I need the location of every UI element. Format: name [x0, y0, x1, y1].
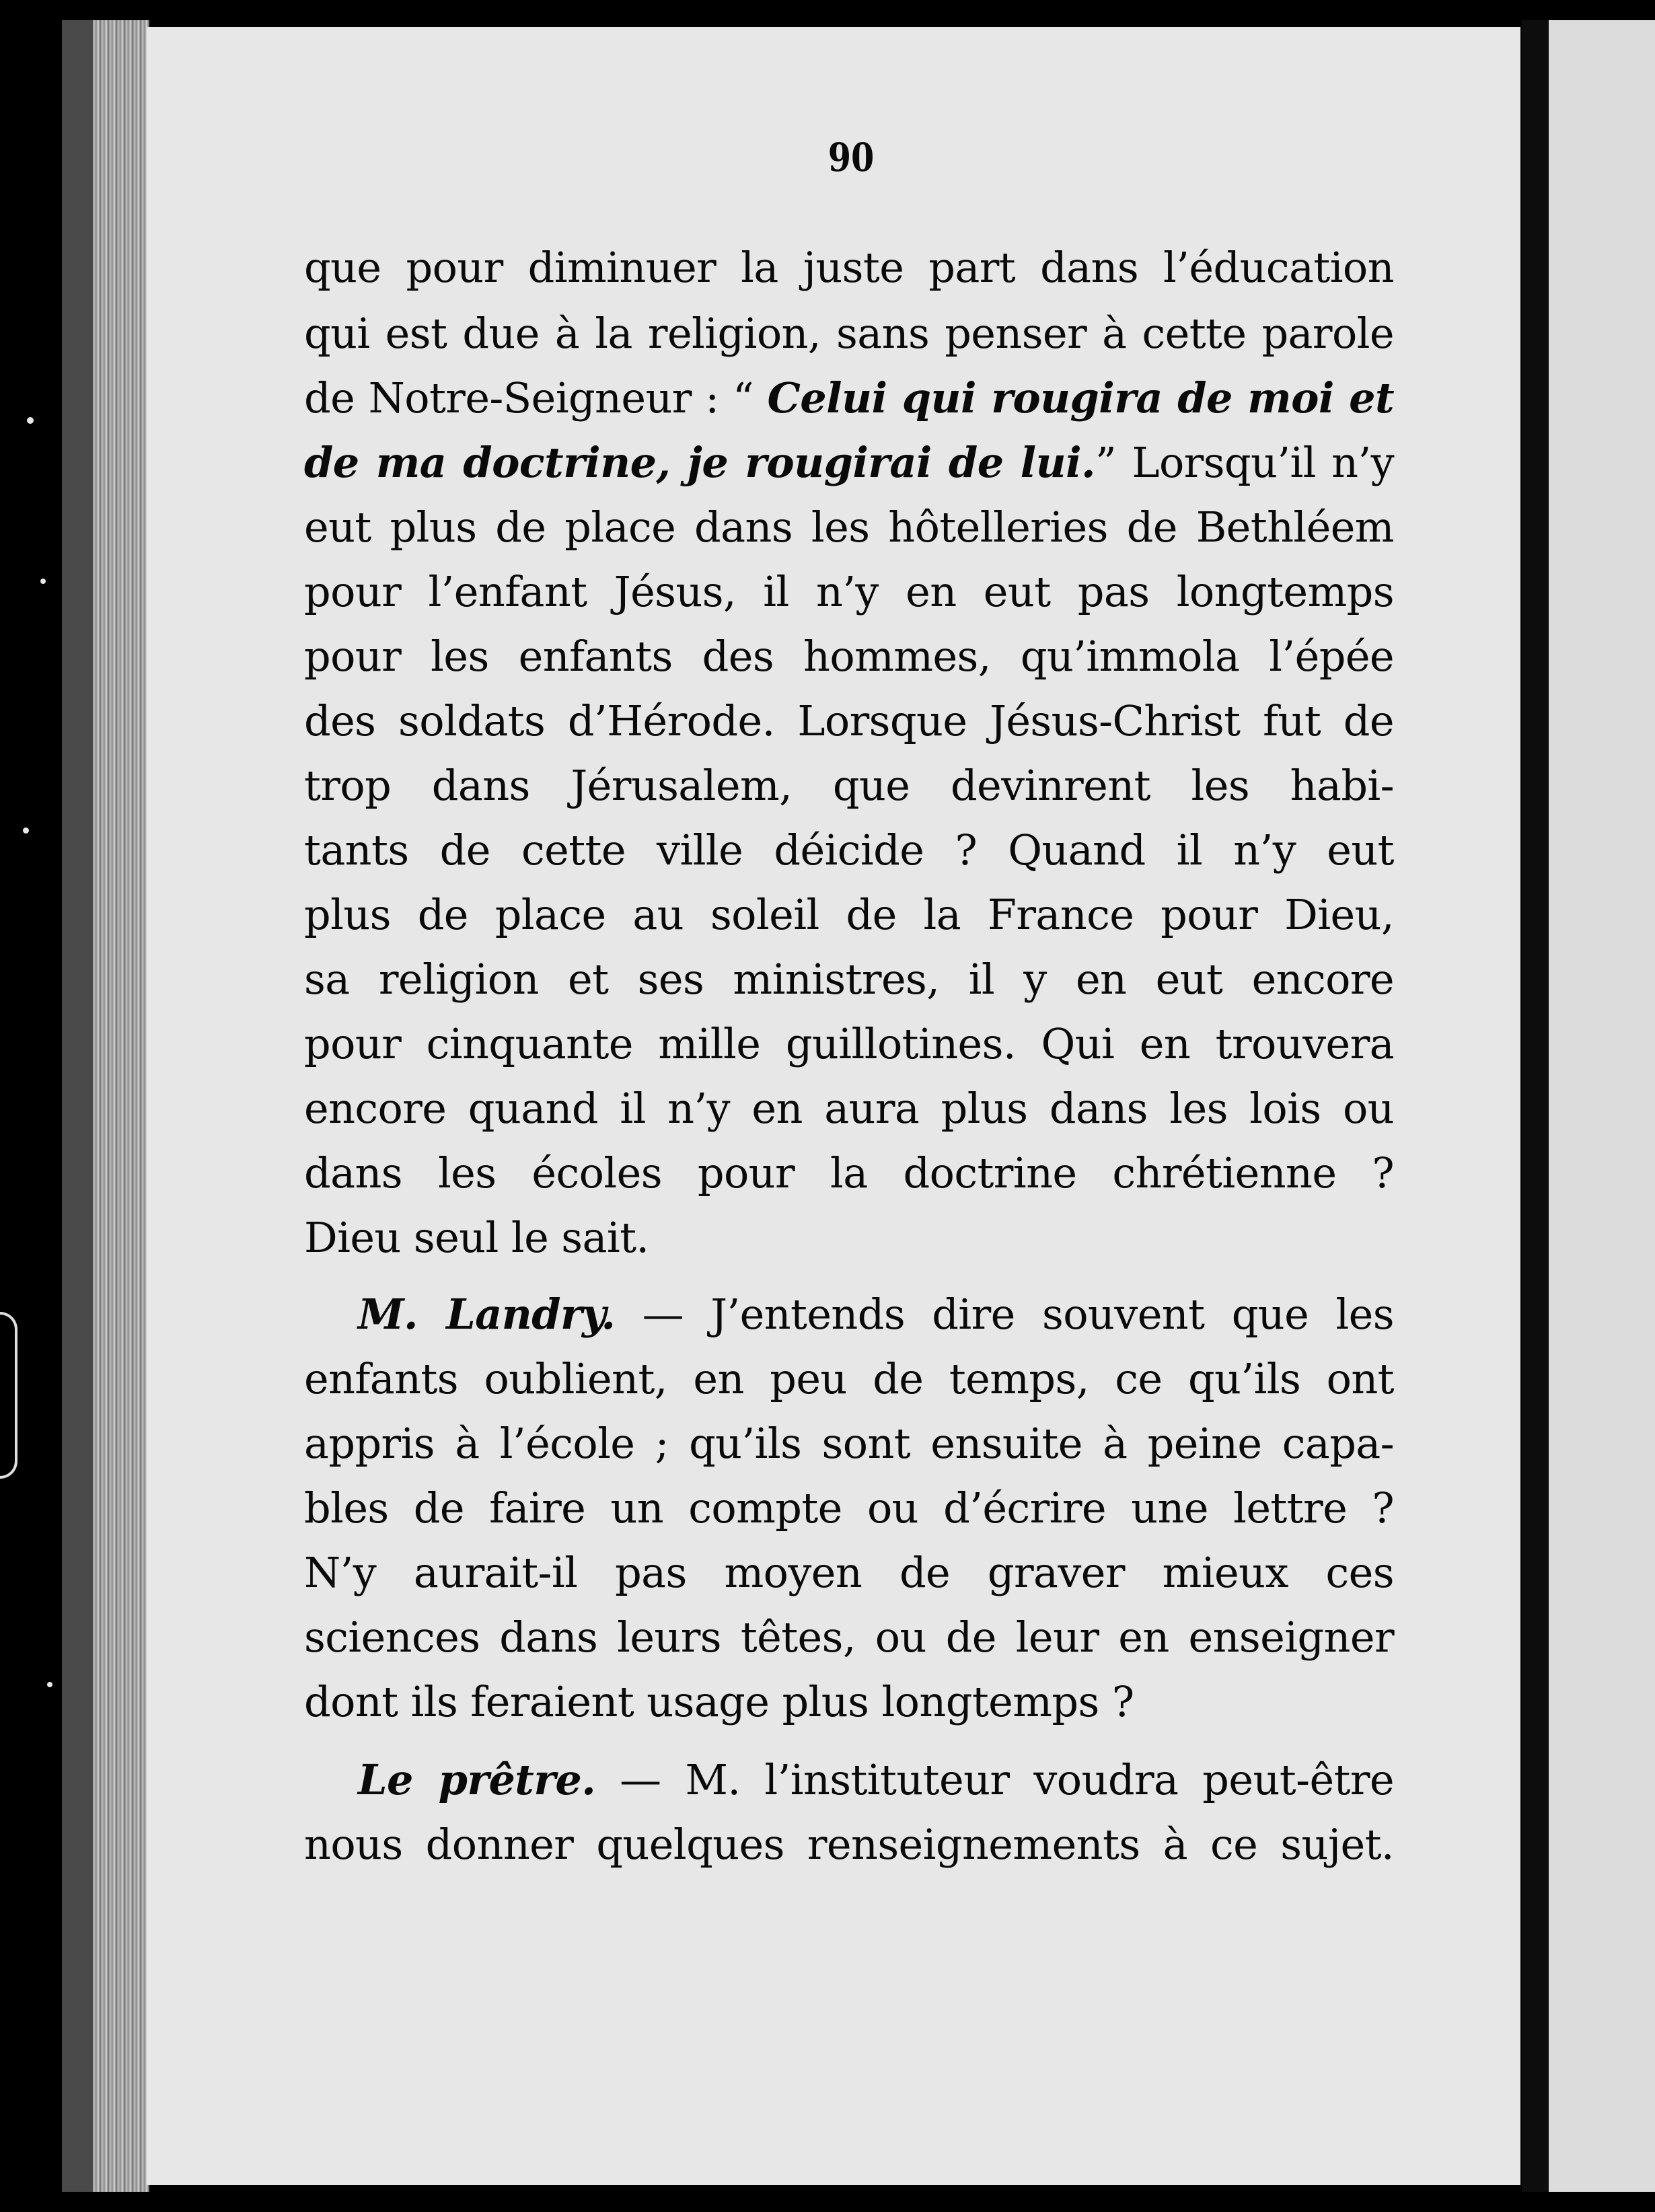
text-line [304, 1012, 1394, 1076]
text-line [304, 366, 1394, 431]
text-line [304, 1605, 1394, 1670]
text-span: — J’entends dire souvent que les [615, 1290, 1394, 1339]
margin-tab-mark [0, 1312, 17, 1479]
text-span: sciences dans leurs têtes, ou de leur en enseigner [304, 1613, 1394, 1662]
text-span: encore quand il n’y en aura plus dans les lois ou [304, 1084, 1394, 1133]
text-line [304, 1670, 1394, 1734]
text-span: pour cinquante mille guillotines. Qui en trouvera [304, 1019, 1394, 1068]
text-line [304, 235, 1394, 300]
text-span: Dieu seul le sait. [304, 1213, 649, 1262]
speaker-name: Le prêtre. [358, 1755, 596, 1804]
text-span: dont ils feraient usage plus longtemps ? [304, 1677, 1134, 1726]
gutter-shadow [1522, 20, 1549, 2192]
text-line [304, 1411, 1394, 1476]
text-line [304, 1141, 1394, 1206]
text-line [304, 1206, 1394, 1270]
text-span: des soldats d’Hérode. Lorsque Jésus-Christ fut de [304, 696, 1394, 745]
text-line [304, 947, 1394, 1012]
text-span: que pour diminuer la juste part dans l’éducation [304, 243, 1394, 292]
text-span: plus de place au soleil de la France pour Dieu, [304, 890, 1394, 939]
text-line [304, 883, 1394, 947]
text-line [304, 495, 1394, 560]
text-span: nous donner quelques renseignements à ce sujet. [304, 1820, 1394, 1869]
text-line [304, 301, 1394, 366]
speaker-name: M. Landry. [358, 1290, 616, 1339]
page-edges-shadow [62, 20, 93, 2192]
facing-page-edge [1549, 20, 1655, 2192]
text-span: pour l’enfant Jésus, il n’y en eut pas longtemps [304, 567, 1394, 616]
text-span: bles de faire un compte ou d’écrire une lettre ? [304, 1483, 1394, 1533]
text-span: tants de cette ville déicide ? Quand il n’y eut [304, 825, 1394, 875]
text-span: — M. l’instituteur voudra peut-être [595, 1755, 1394, 1804]
margin-speck [40, 579, 46, 584]
text-span: N’y aurait-il pas moyen de graver mieux ces [304, 1548, 1394, 1597]
margin-speck [23, 827, 29, 834]
text-span: eut plus de place dans les hôtelleries de Bethléem [304, 503, 1394, 552]
text-line [304, 431, 1394, 495]
text-line [304, 1812, 1394, 1877]
text-line [304, 818, 1394, 883]
text-span: qui est due à la religion, sans penser à cette parole [304, 309, 1394, 358]
text-span: ” Lorsqu’il n’y [1095, 438, 1394, 487]
text-line [304, 689, 1394, 753]
text-span: de Notre-Seigneur : “ [304, 373, 768, 422]
text-line [304, 753, 1394, 818]
text-line [304, 1282, 1394, 1347]
text-line [304, 1541, 1394, 1605]
text-line [304, 1347, 1394, 1411]
text-line [304, 560, 1394, 624]
text-span: pour les enfants des hommes, qu’immola l’épée [304, 632, 1394, 681]
text-span: appris à l’école ; qu’ils sont ensuite à peine capa- [304, 1419, 1394, 1468]
margin-speck [47, 1682, 52, 1687]
margin-speck [27, 417, 34, 424]
italic-quotation: de ma doctrine, je rougirai de lui. [304, 438, 1096, 487]
text-line [304, 624, 1394, 689]
text-line [304, 1076, 1394, 1141]
text-span: trop dans Jérusalem, que devinrent les habi- [304, 761, 1394, 810]
italic-quotation: Celui qui rougira de moi et [767, 373, 1394, 422]
text-span: enfants oublient, en peu de temps, ce qu’ils ont [304, 1354, 1394, 1403]
text-span: dans les écoles pour la doctrine chrétienne ? [304, 1148, 1394, 1197]
page-number: 90 [828, 135, 875, 180]
text-line [304, 1748, 1394, 1812]
text-line [304, 1476, 1394, 1541]
text-span: sa religion et ses ministres, il y en eut encore [304, 955, 1394, 1004]
